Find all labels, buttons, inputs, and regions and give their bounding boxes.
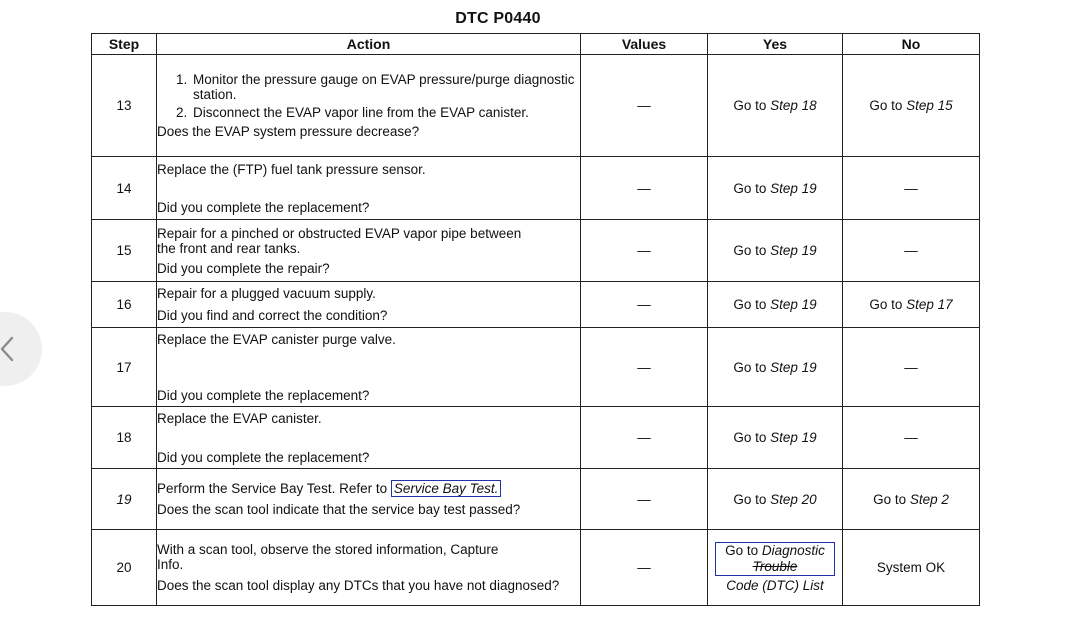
action-question: Does the scan tool indicate that the service bay test passed? (157, 502, 521, 517)
service-bay-test-link[interactable]: Service Bay Test. (391, 480, 502, 497)
yes-cell: Go to Step 19 (708, 220, 843, 282)
step-number: 19 (92, 469, 157, 530)
no-cell: — (843, 220, 980, 282)
values-cell: — (581, 55, 708, 157)
action-substep: 2. Disconnect the EVAP vapor line from the EVAP canister. (191, 105, 580, 120)
step-number: 20 (92, 530, 157, 606)
yes-cell (708, 530, 843, 606)
action-substep: 1. Monitor the pressure gauge on EVAP pressure/purge diagnostic station. (191, 72, 580, 102)
action-cell (157, 282, 581, 328)
step-reference: Step 19 (770, 359, 817, 375)
action-cell (157, 328, 581, 407)
no-cell: Go to Step 17 (843, 282, 980, 328)
header-no: No (843, 34, 980, 55)
table-row (92, 328, 980, 407)
chevron-left-icon (0, 336, 14, 362)
yes-cell: Go to Step 19 (708, 328, 843, 407)
previous-page-button[interactable] (0, 312, 42, 386)
action-text: Replace the EVAP canister. (157, 410, 322, 426)
action-question: Did you complete the replacement? (157, 449, 370, 465)
values-cell: — (581, 407, 708, 469)
action-cell (157, 530, 581, 606)
table-row (92, 282, 980, 328)
action-text: Perform the Service Bay Test. Refer to Service Bay Test. (157, 481, 580, 496)
table-row (92, 157, 980, 220)
step-reference: Step 19 (770, 243, 817, 258)
values-cell: — (581, 530, 708, 606)
action-question: Does the scan tool display any DTCs that you have not diagnosed? (157, 578, 560, 593)
step-number: 15 (92, 220, 157, 282)
dtc-list-link[interactable]: Go to Diagnostic Trouble (715, 542, 835, 576)
dtc-list-reference: Code (DTC) List (726, 578, 824, 593)
header-action: Action (157, 34, 581, 55)
action-question: Did you complete the replacement? (157, 199, 370, 215)
step-reference: Step 19 (770, 297, 817, 312)
yes-cell: Go to Step 18 (708, 55, 843, 157)
table-row (92, 407, 980, 469)
action-text: Replace the (FTP) fuel tank pressure sensor. (157, 161, 426, 177)
no-cell: System OK (843, 530, 980, 606)
action-question: Did you complete the replacement? (157, 387, 370, 403)
header-step: Step (92, 34, 157, 55)
step-reference: Step 18 (770, 98, 817, 113)
step-number: 17 (92, 328, 157, 407)
table-row (92, 469, 980, 530)
yes-cell: Go to Step 20 (708, 469, 843, 530)
step-reference: Step 19 (770, 430, 817, 445)
step-number: 14 (92, 157, 157, 220)
yes-cell: Go to Step 19 (708, 407, 843, 469)
no-cell: — (843, 328, 980, 407)
action-text: Repair for a plugged vacuum supply. (157, 286, 376, 301)
step-reference: Step 2 (909, 491, 949, 507)
action-cell (157, 157, 581, 220)
values-cell: — (581, 157, 708, 220)
table-header-row (92, 34, 980, 55)
action-cell (157, 55, 581, 157)
step-reference: Step 17 (906, 297, 953, 312)
values-cell: — (581, 220, 708, 282)
table-row (92, 55, 980, 157)
step-reference: Step 20 (770, 491, 817, 507)
action-cell (157, 220, 581, 282)
action-text: With a scan tool, observe the stored information, Capture Info. (157, 542, 499, 572)
action-question: Did you complete the repair? (157, 260, 330, 276)
action-text: Repair for a pinched or obstructed EVAP vapor pipe between the front and rear tanks. (157, 225, 522, 256)
values-cell: — (581, 469, 708, 530)
step-number: 18 (92, 407, 157, 469)
step-reference: Step 19 (770, 180, 817, 196)
step-reference: Step 15 (906, 98, 953, 113)
header-yes: Yes (708, 34, 843, 55)
no-cell: — (843, 407, 980, 469)
yes-cell: Go to Step 19 (708, 157, 843, 220)
table-row (92, 220, 980, 282)
no-cell: Go to Step 15 (843, 55, 980, 157)
yes-cell: Go to Step 19 (708, 282, 843, 328)
action-cell (157, 407, 581, 469)
action-cell (157, 469, 581, 530)
action-question: Does the EVAP system pressure decrease? (157, 124, 420, 139)
values-cell: — (581, 328, 708, 407)
step-number: 16 (92, 282, 157, 328)
action-text: Replace the EVAP canister purge valve. (157, 331, 396, 347)
step-number: 13 (92, 55, 157, 157)
values-cell: — (581, 282, 708, 328)
document-title: DTC P0440 (455, 10, 541, 27)
dtc-table (91, 33, 980, 606)
action-question: Did you find and correct the condition? (157, 308, 388, 323)
no-cell: Go to Step 2 (843, 469, 980, 530)
header-values: Values (581, 34, 708, 55)
table-row (92, 530, 980, 606)
no-cell: — (843, 157, 980, 220)
